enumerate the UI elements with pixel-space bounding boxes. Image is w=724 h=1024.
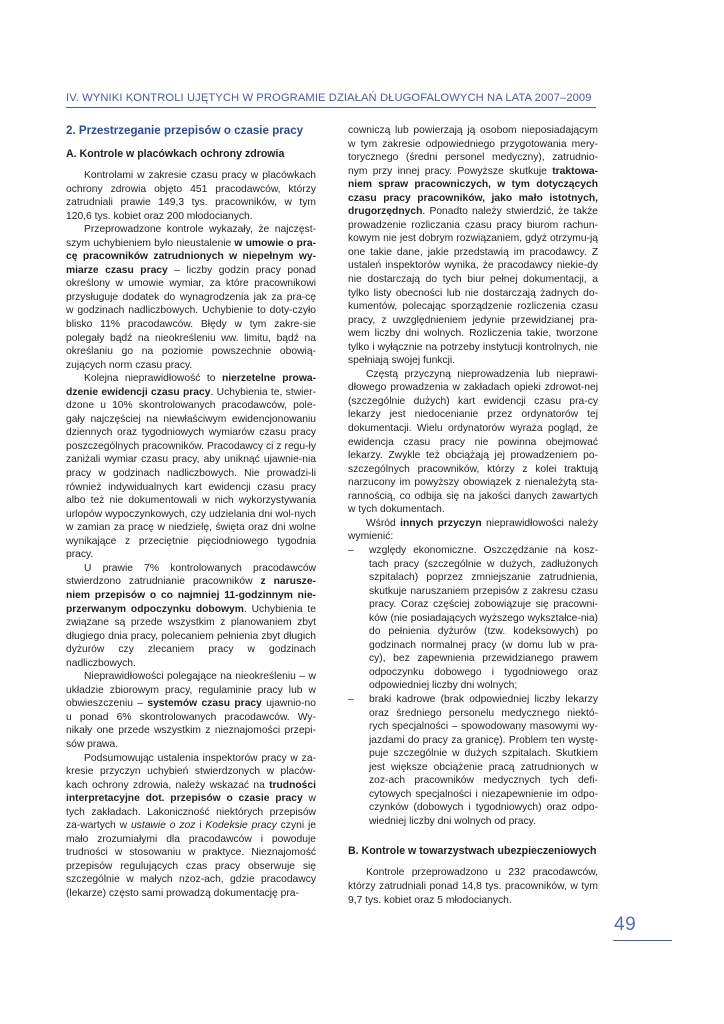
bold-phrase: innych przyczyn xyxy=(400,517,482,529)
bold-phrase: w umowie o pra-cę pracowników zatrudnionych w niepełnym wy-miarze czasu pracy xyxy=(66,237,317,276)
page-number: 49 xyxy=(614,914,637,935)
paragraph: U prawie 7% kontrolowanych pracodawców stwierdzono zatrudnianie pracowników z naruszе-niem przepisów o co najmniej 11-godzinnym nie-przerwanym odpoczynku dobowym. Uchybienia te związane są przede wszystkim z planowaniem zbyt długiego dnia pracy, polecaniem pełnienia zbyt długich dyżurów czy zlecaniem pracy w godzinach nadliczbowych. xyxy=(66,562,316,669)
paragraph: Wśród innych przyczyn nieprawidłowości należy wymienić: xyxy=(348,517,598,543)
bold-phrase: trudności interpretacyjne dot. przepisów o czasie pracy xyxy=(66,779,316,805)
cause-list xyxy=(348,544,598,828)
paragraph: cowniczą lub powierzają ją osobom nieposiadającym w tym zakresie odpowiedniego przygotowania mery-torycznego (średni personel medyczny), zatrudnio-nym przy innej pracy. Powyższe skutkuje traktowa-niem spraw pracowniczych, w tym dotyczących czasu pracy pracowników, jako mało istotnych, drugorzędnych. Ponadto należy stwierdzić, że także prowadzenie rozliczania czasu pracy biurom rachun-kowym nie jest dobrym rozwiązaniem, gdyż otrzymu-ją one takie dane, jakie przedstawią im pracodawcy. Z ustaleń inspektorów wynika, że pracodawcy niekie-dy nie dostarczają do tych biur pełnej dokumentacji, a tylko listy obecności lub nie dostarczają żadnych do-kumentów, polecając sporządzenie rozliczenia czasu pracy, z uwzględnieniem jedynie przewidzianej pra-wem liczby dni wolnych. Rozliczenia takie, tworzone tylko i wyłącznie na potrzeby instytucji kontrolnych, nie spełniają swojej funkcji. xyxy=(348,125,598,367)
page-number-rule xyxy=(613,940,672,941)
paragraph: Kontrole przeprowadzono u 232 pracodawców, którzy zatrudniali ponad 14,8 tys. pracowników, w tym 9,7 tys. kobiet oraz 5 młodocianych. xyxy=(348,867,598,906)
subsection-a-heading: A. Kontrole w placówkach ochrony zdrowia xyxy=(66,148,285,160)
subsection-b-heading: B. Kontrole w towarzystwach ubezpieczeniowych xyxy=(348,845,597,858)
left-column xyxy=(66,124,316,901)
italic-phrase: ustawie o zoz xyxy=(130,820,196,832)
bold-phrase: nierzetelne prowa-dzenie ewidencji czasu pracy xyxy=(66,373,317,398)
paragraph: Kontrolami w zakresie czasu pracy w placówkach ochrony zdrowia objęto 451 pracodawców, którzy zatrudniali prawie 149,3 tys. pracowników, w tym 120,6 tys. kobiet oraz 200 młodocianych. xyxy=(66,170,316,222)
paragraph: Przeprowadzone kontrole wykazały, że najczęst-szym uchybieniem było nieustalenie w umowie o pra-cę pracowników zatrudnionych w niepełnym wy-miarze czasu pracy – liczby godzin pracy ponad określony w umowie wymiar, za które pracownikowi przysługuje dodatek do wynagrodzenia jak za pra-cę w godzinach nadliczbowych. Uchybienie to doty-czyło blisko 11% pracodawców. Błędy w tym zakre-sie polegały bądź na nieokreśleniu ww. limitu, bądź na określaniu go na poziomie powszechnie obowią-zujących norm czasu pracy. xyxy=(66,224,317,371)
paragraph: Podsumowując ustalenia inspektorów pracy w za-kresie przyczyn uchybień stwierdzonych w placów-kach ochrony zdrowia, należy wskazać na trudności interpretacyjne dot. przepisów o czasie pracy w tych zakładach. Lakoniczność niektórych przepisów za-wartych w ustawie o zoz i Kodeksie pracy czyni je mało zrozumiałymi dla pracodawców i powoduje trudności w stosowaniu w praktyce. Nieznajomość przepisów regulujących czas pracy obserwuje się szczególnie w małych nzoz-ach, gdzie pracodawcy (lekarze) często sami prowadzą dokumentację pra- xyxy=(66,752,316,899)
bold-phrase: systemów czasu pracy xyxy=(147,698,262,710)
right-column xyxy=(348,124,598,907)
list-item: – względy ekonomiczne. Oszczędzanie na kosz-tach pracy (szczególnie w dużych, zadłużonych szpitalach) poprzez zmniejszanie zatrudnienia, skutkuje naruszaniem przepisów z zakresu czasu pracy. Coraz częściej zobowiązuje się pracowni-ków (nie posiadających wyższego wykształce-nia) do pełnienia dyżurów (tzw. kodeksowych) po godzinach normalnej pracy (w domu lub w pra-cy), bez zapewnienia przewidzianego prawem odpoczynku dobowego i tygodniowego oraz odpowiedniej liczby dni wolnych; xyxy=(348,544,598,693)
italic-phrase: Kodeksie pracy xyxy=(205,820,277,832)
bold-phrase: z naruszе-niem przepisów o co najmniej 11-godzinnym nie-przerwanym odpoczynku dobowym xyxy=(66,576,316,615)
paragraph: Nieprawidłowości polegające na nieokreśleniu – w układzie zbiorowym pracy, regulaminie pracy lub w obwieszczeniu – systemów czasu pracy ujawnio-no u ponad 6% skontrolowanych pracodawców. Wy-nikały one przede wszystkim z nieznajomości przepi-sów prawa. xyxy=(66,671,316,750)
section-heading: 2. Przestrzeganie przepisów o czasie pracy xyxy=(66,124,304,137)
list-item: – braki kadrowe (brak odpowiedniej liczby lekarzy oraz średniego personelu medycznego niektó-rych specjalności – spowodowany masowymi wy-jazdami do pracy za granicę). Problem ten wystę-puje szczególnie w dużych szpitalach. Skutkiem jest większe obciążenie pracą zatrudnionych w zoz-ach pracowników medycznych tych defi-cytowych specjalności i niezapewnienie im odpo-czynków (dobowych i tygodniowych) oraz odpo-wiedniej liczby dni wolnych od pracy. xyxy=(348,693,598,828)
header-rule xyxy=(66,107,596,108)
running-header: IV. WYNIKI KONTROLI UJĘTYCH W PROGRAMIE DZIAŁAŃ DŁUGOFALOWYCH NA LATA 2007–2009 xyxy=(66,92,592,104)
paragraph: Kolejna nieprawidłowość to nierzetelne prowa-dzenie ewidencji czasu pracy. Uchybienia te, stwier-dzone u 10% skontrolowanych pracodawców, pole-gały najczęściej na niewłaściwym ewidencjonowaniu dziennych oraz tygodniowych wymiarów czasu pracy poszczególnych pracowników. Pracodawcy ci z regu-ły zaniżali wymiar czasu pracy, aby uniknąć ujawnie-nia pracy w godzinach nadliczbowych. Nie prowadzi-li również indywidualnych kart ewidencji czasu pracy albo też nie dokumentowali w nich wykorzystywania urlopów wypoczynkowych, czy udzielania dni wol-nych w zamian za pracę w niedzielę, święta oraz dni wolne wynikające z przeciętnie pięciodniowego tygodnia pracy. xyxy=(66,373,317,561)
bold-phrase: traktowa-niem spraw pracowniczych, w tym dotyczących czasu pracy pracowników, jako mało istotnych, drugorzędnych xyxy=(348,165,598,218)
paragraph: Częstą przyczyną nieprowadzenia lub nieprawi-dłowego prowadzenia w zakładach opieki zdrowot-nej (szczególnie dużych) kart ewidencji czasu pra-cy lekarzy jest niedocenianie przez ordynatorów tej dokumentacji. Wielu ordynatorów wyraża pogląd, że ewidencja czasu pracy nie powinna obejmować lekarzy. Zwykle też obciążają jej prowadzeniem po-szczególnych pracowników, którzy z kolei traktują narzucony im powyższy obowiązek z nienależytą sta-rannością, co odbija się na jakości danych zawartych w tych dokumentach. xyxy=(348,368,598,516)
